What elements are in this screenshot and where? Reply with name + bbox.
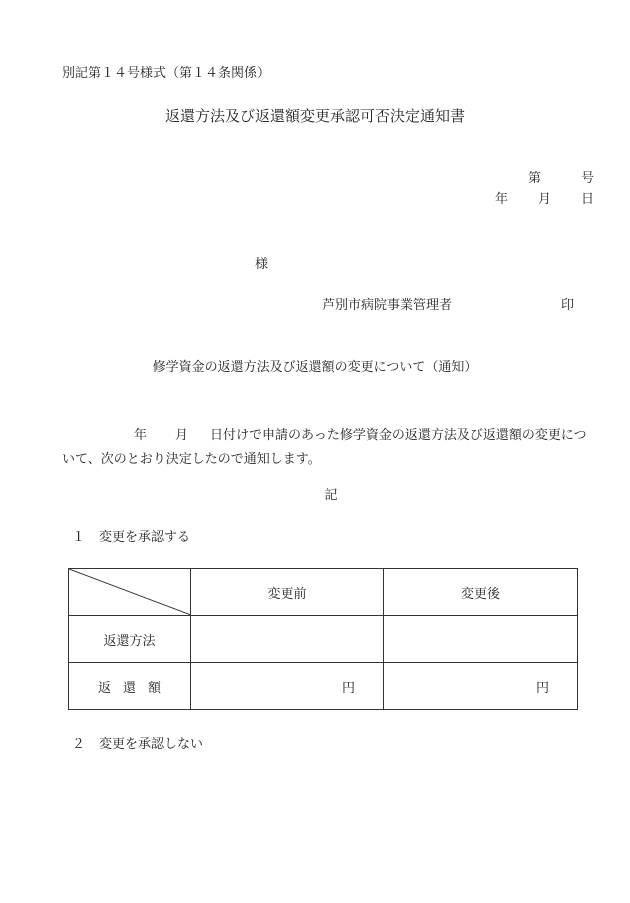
subject-line: 修学資金の返還方法及び返還額の変更について（通知） — [152, 360, 478, 375]
number-go: 号 — [580, 171, 594, 186]
form-label: 別記第１４号様式（第１４条関係） — [62, 66, 271, 81]
body-year: 年 — [134, 428, 148, 443]
number-dai: 第 — [527, 171, 541, 186]
body-paragraph: 日付けで申請のあった修学資金の返還方法及び返還額の変更について、次のとおり決定したので通知します。 — [62, 428, 587, 467]
table-row — [69, 663, 578, 710]
item-reject — [72, 737, 203, 753]
item-approve-text: 変更を承認する — [99, 530, 191, 545]
cell-amount-before: 円 — [191, 663, 384, 710]
date-year: 年 — [494, 192, 508, 207]
date-day: 日 — [580, 192, 594, 207]
item-reject-text: 変更を承認しない — [99, 737, 204, 752]
addressee-suffix: 様 — [255, 257, 269, 272]
cell-method-before — [191, 616, 384, 663]
row-label-method: 返還方法 — [69, 616, 191, 663]
document-title: 返還方法及び返還額変更承認可否決定通知書 — [164, 107, 465, 125]
table-row — [69, 616, 578, 663]
date-month: 月 — [537, 192, 551, 207]
body-month: 月 — [175, 428, 189, 443]
row-label-amount: 返還額 — [69, 663, 191, 710]
ki-heading: 記 — [324, 488, 338, 503]
diagonal-line — [69, 569, 191, 615]
sender-name: 芦別市病院事業管理者 — [322, 298, 453, 313]
document-number-line — [528, 171, 594, 187]
change-table — [68, 568, 578, 710]
cell-method-after — [384, 616, 578, 663]
item-approve-number: １ — [72, 530, 86, 545]
item-approve — [72, 530, 190, 546]
header-after: 変更後 — [384, 569, 578, 616]
header-before: 変更前 — [191, 569, 384, 616]
cell-amount-after: 円 — [384, 663, 578, 710]
table-corner-cell — [69, 569, 191, 616]
document-date-line — [495, 192, 594, 208]
body-text — [62, 424, 598, 472]
item-reject-number: ２ — [72, 737, 86, 752]
seal-mark: 印 — [561, 298, 575, 313]
table-header-row — [69, 569, 578, 616]
